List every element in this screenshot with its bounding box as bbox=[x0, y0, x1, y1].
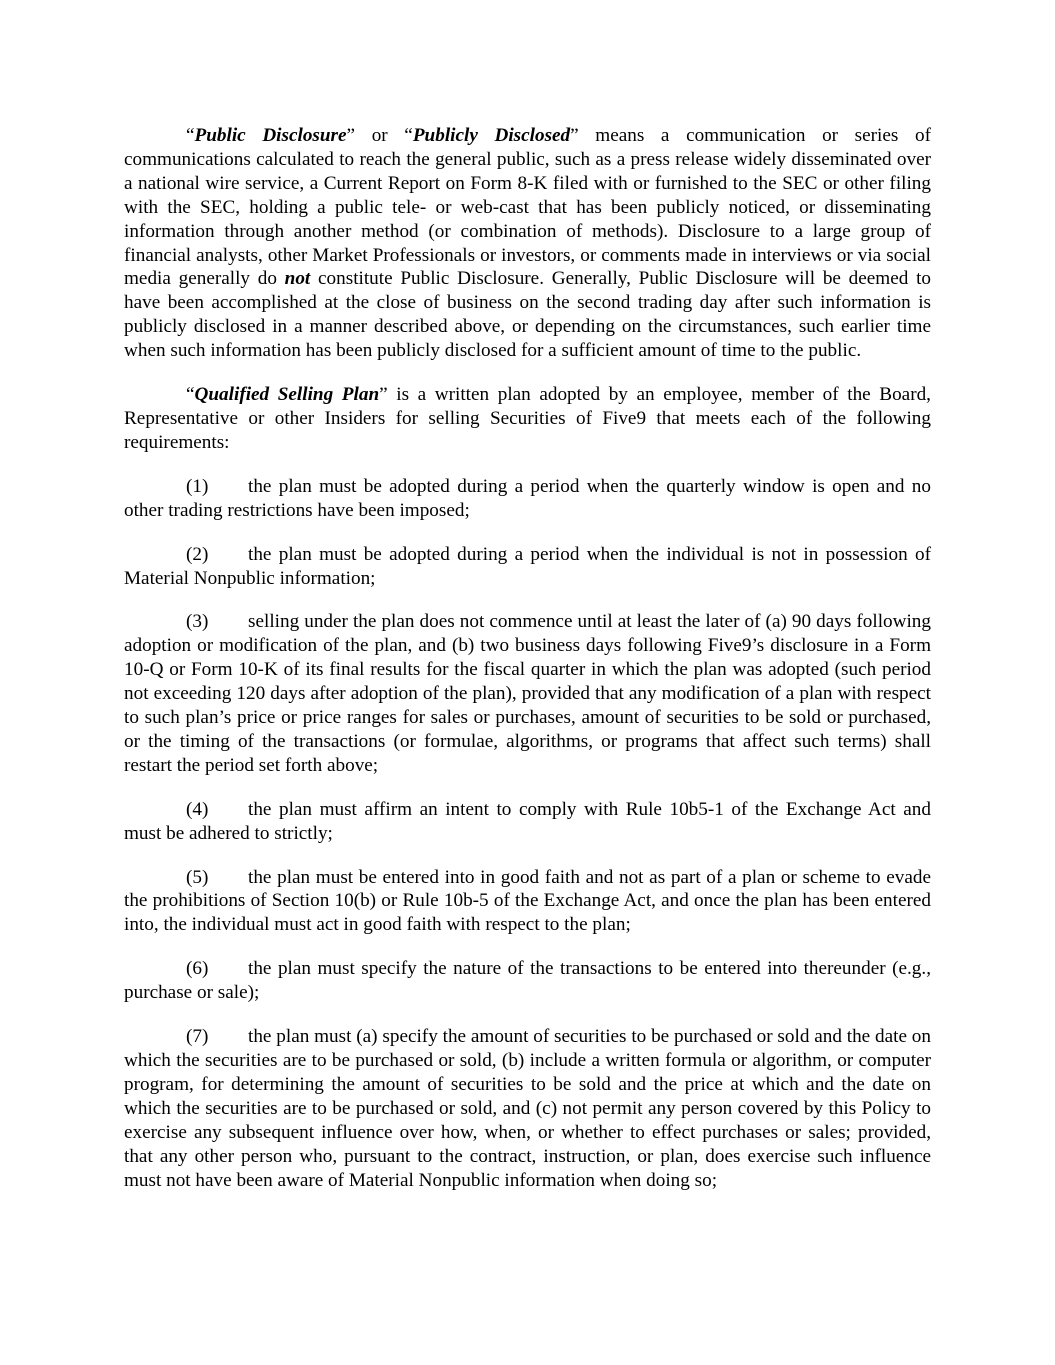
requirement-number: (7) bbox=[186, 1026, 209, 1048]
definition-text: ” is a written plan adopted by an employee, member of the Board, Representative or other Insiders for selling Securities of Five9 that meets each of the following requirements: bbox=[124, 384, 931, 453]
requirement-number: (6) bbox=[186, 958, 209, 980]
requirement-text: the plan must affirm an intent to comply with Rule 10b5-1 of the Exchange Act and must be adhered to strictly; bbox=[124, 798, 931, 844]
definition-public-disclosure bbox=[124, 124, 931, 363]
defined-term-qualified-selling-plan: Qualified Selling Plan bbox=[194, 384, 380, 406]
requirement-item bbox=[124, 798, 931, 846]
defined-term-publicly-disclosed: Publicly Disclosed bbox=[412, 125, 571, 146]
requirement-item bbox=[124, 475, 931, 523]
open-quote: “ bbox=[186, 125, 195, 146]
requirement-item bbox=[124, 543, 931, 591]
definition-text-part-2: constitute Public Disclosure. Generally, Public Disclosure will be deemed to have been accomplished at the close of business on the second trading day after such information is publicly disclosed in a manner described above, or depending on the circumstances, such earlier time when such information has been publicly disclosed for a sufficient amount of time to the public. bbox=[124, 268, 932, 362]
requirement-item bbox=[124, 866, 931, 938]
quote-connector: ” or “ bbox=[346, 125, 413, 146]
requirement-text: the plan must (a) specify the amount of securities to be purchased or sold and the date on which the securities are to be purchased or sold, (b) include a written formula or algorithm, or computer program, for determining the amount of securities to be sold and the price at which and the date on which the securities are to be purchased or sold, and (c) not permit any person covered by this Policy to exercise any subsequent influence over how, when, or whether to effect purchases or sales; provided, that any other person who, pursuant to the contract, instruction, or plan, does exercise such influence must not have been aware of Material Nonpublic information when doing so; bbox=[124, 1026, 931, 1191]
definition-text-part-1: ” means a communication or series of communications calculated to reach the general public, such as a press release widely disseminated over a national wire service, a Current Report on Form 8-K filed with or furnished to the SEC or other filing with the SEC, holding a public tele- or web-cast that has been publicly noticed, or disseminating information through another method (or combination of methods). Disclosure to a large group of financial analysts, other Market Professionals or investors, or comments made in interviews or via social media generally do bbox=[124, 125, 931, 290]
requirement-item bbox=[124, 610, 931, 777]
requirement-number: (1) bbox=[186, 475, 209, 497]
requirement-text: the plan must be adopted during a period when the individual is not in possession of Material Nonpublic information; bbox=[124, 543, 931, 589]
requirement-text: the plan must specify the nature of the transactions to be entered into thereunder (e.g., purchase or sale); bbox=[124, 958, 931, 1004]
requirement-text: the plan must be entered into in good faith and not as part of a plan or scheme to evade the prohibitions of Section 10(b) or Rule 10b-5 of the Exchange Act, and once the plan has been entered into, the individual must act in good faith with respect to the plan; bbox=[124, 866, 931, 936]
requirement-item bbox=[124, 957, 931, 1005]
requirement-number: (3) bbox=[186, 611, 209, 633]
definition-qualified-selling-plan bbox=[124, 383, 931, 455]
requirement-text: selling under the plan does not commence until at least the later of (a) 90 days following adoption or modification of the plan, and (b) two business days following Five9’s disclosure in a Form 10-Q or Form 10-K of its final results for the fiscal quarter in which the plan was adopted (such period not exceeding 120 days after adoption of the plan), provided that any modification of a plan with respect to such plan’s price or price ranges for sales or purchases, amount of securities to be sold or purchased, or the timing of the transactions (or formulae, algorithms, or programs that affect such terms) shall restart the period set forth above; bbox=[124, 611, 931, 776]
document-page bbox=[124, 124, 931, 1212]
requirement-text: the plan must be adopted during a period when the quarterly window is open and no other trading restrictions have been imposed; bbox=[124, 475, 931, 521]
requirement-number: (5) bbox=[186, 866, 209, 888]
open-quote: “ bbox=[186, 384, 195, 406]
requirement-number: (2) bbox=[186, 543, 209, 565]
requirement-item bbox=[124, 1025, 931, 1192]
defined-term-public-disclosure: Public Disclosure bbox=[194, 125, 347, 146]
emphasis-not: not bbox=[284, 268, 311, 290]
requirement-number: (4) bbox=[186, 798, 209, 820]
